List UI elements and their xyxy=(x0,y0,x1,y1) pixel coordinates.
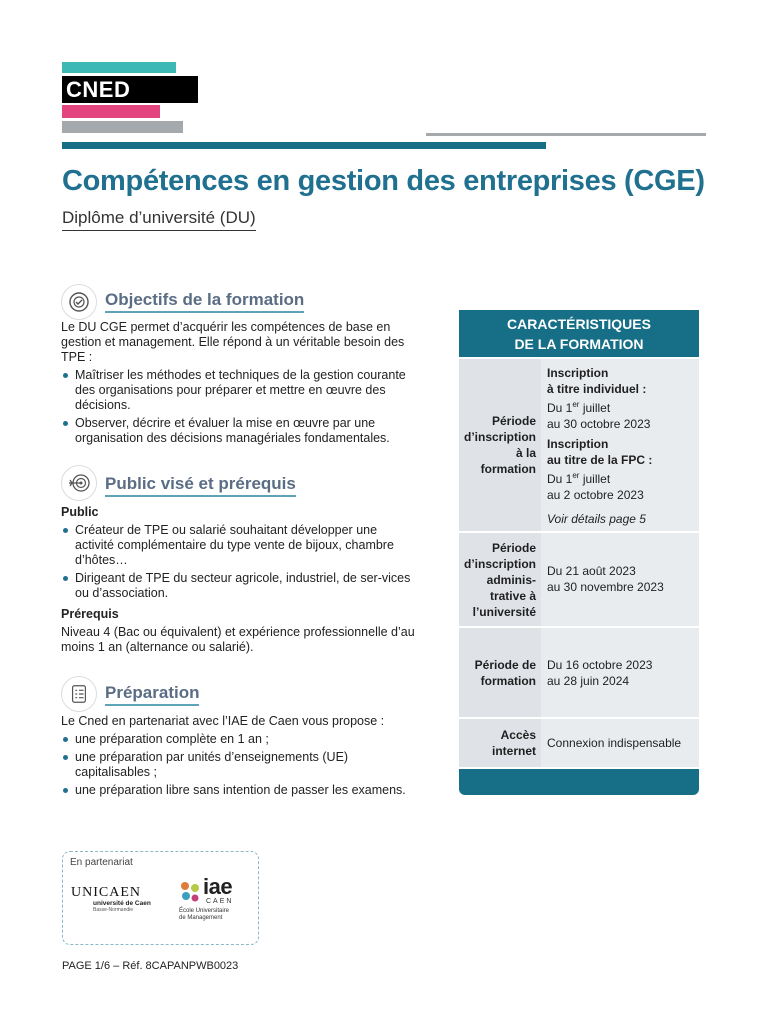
unicaen-sub1: université de Caen xyxy=(93,900,151,907)
cned-logo xyxy=(62,76,198,103)
fpc-sup: er xyxy=(572,471,580,480)
internet-value: Connexion indispensable xyxy=(547,736,682,750)
brand-bar-teal xyxy=(62,62,176,73)
ind-sup: er xyxy=(572,400,580,409)
fpc-du: Du 1 xyxy=(547,472,573,486)
public-heading: Public visé et prérequis xyxy=(105,474,296,497)
fpc-to: au 2 octobre 2023 xyxy=(547,488,644,502)
fpc-from xyxy=(547,468,699,487)
iae-city: CAEN xyxy=(206,898,234,905)
objectifs-list xyxy=(61,368,416,446)
unicaen-sub2: Basse-Normandie xyxy=(93,907,134,913)
divider-gray xyxy=(426,133,706,136)
list-item: Observer, décrire et évaluer la mise en œuvre par une organisation des décisions managériales fondamentales. xyxy=(61,416,416,446)
unicaen-logo xyxy=(71,885,171,913)
table-row xyxy=(459,531,699,626)
checklist-icon xyxy=(61,676,97,712)
public-list xyxy=(61,523,416,601)
brand-bar-pink xyxy=(62,105,160,118)
preparation-body xyxy=(61,714,416,798)
target-check-icon xyxy=(61,284,97,320)
list-item: une préparation complète en 1 an ; xyxy=(61,732,416,747)
row-value xyxy=(541,533,699,626)
preparation-intro: Le Cned en partenariat avec l’IAE de Caen vous propose : xyxy=(61,714,385,728)
partners-label: En partenariat xyxy=(70,857,133,868)
prereq-label: Prérequis xyxy=(61,607,119,621)
table-heading xyxy=(459,310,699,357)
fpc-month: juillet xyxy=(579,472,611,486)
iae-sub2: de Management xyxy=(179,915,223,921)
public-body xyxy=(61,505,416,655)
list-item: une préparation libre sans intention de passer les examens. xyxy=(61,783,416,798)
list-item: Créateur de TPE ou salarié souhaitant développer une activité complémentaire du type vente de bijoux, chambre d’hôtes… xyxy=(61,523,416,568)
objectifs-heading: Objectifs de la formation xyxy=(105,290,304,313)
public-label: Public xyxy=(61,505,99,519)
objectifs-body xyxy=(61,320,416,446)
unicaen-main: UNICAEN xyxy=(71,885,141,900)
table-heading-line2: DE LA FORMATION xyxy=(514,335,644,352)
prereq-text: Niveau 4 (Bac ou équivalent) et expérience professionnelle d’au moins 1 an (alternance ou salarié). xyxy=(61,625,415,654)
fpc-title1: Inscription xyxy=(547,437,609,451)
formation-to: au 28 juin 2024 xyxy=(547,673,630,688)
partners-box xyxy=(62,851,259,945)
brand-bar-gray xyxy=(62,121,183,133)
logo-text: CNED xyxy=(66,77,131,102)
row-label: Période d’inscription adminis-trative à l’université xyxy=(459,533,541,626)
admin-from: Du 21 août 2023 xyxy=(547,564,636,578)
divider-navy xyxy=(62,142,546,149)
page-subtitle: Diplôme d’université (DU) xyxy=(62,208,256,231)
row-value xyxy=(541,719,699,767)
row-value xyxy=(541,628,699,717)
admin-to: au 30 novembre 2023 xyxy=(547,580,664,594)
ind-title1: Inscription xyxy=(547,366,609,380)
row-value xyxy=(541,359,699,531)
fpc-title2: au titre de la FPC : xyxy=(547,453,653,467)
formation-from: Du 16 octobre 2023 xyxy=(547,657,653,672)
iae-main: iae xyxy=(203,874,233,899)
table-row xyxy=(459,717,699,767)
iae-sub1: École Universitaire xyxy=(179,908,230,914)
table-row xyxy=(459,626,699,717)
list-item: une préparation par unités d’enseignements (UE) capitalisables ; xyxy=(61,750,416,780)
ind-to: au 30 octobre 2023 xyxy=(547,417,651,431)
preparation-list xyxy=(61,732,416,798)
list-item: Dirigeant de TPE du secteur agricole, industriel, de ser-vices ou d’association. xyxy=(61,571,416,601)
ind-du: Du 1 xyxy=(547,401,573,415)
table-footer xyxy=(459,767,699,795)
characteristics-table xyxy=(459,310,699,795)
preparation-heading: Préparation xyxy=(105,683,199,706)
table-row xyxy=(459,357,699,531)
list-item: Maîtriser les méthodes et techniques de la gestion courante des organisations pour préparer et mettre en œuvre des décisions. xyxy=(61,368,416,413)
objectifs-intro: Le DU CGE permet d’acquérir les compétences de base en gestion et management. Elle répond à un véritable besoin des TPE : xyxy=(61,320,405,364)
row-label: Période d’inscription à la formation xyxy=(459,359,541,531)
ind-from xyxy=(547,397,699,416)
iae-emblem-icon xyxy=(179,880,201,904)
ind-title2: à titre individuel : xyxy=(547,382,647,396)
page-title: Compétences en gestion des entreprises (CGE) xyxy=(62,165,705,197)
page-footer: PAGE 1/6 – Réf. 8CAPANPWB0023 xyxy=(62,960,239,972)
row-label: Accès internet xyxy=(459,719,541,767)
ind-month: juillet xyxy=(579,401,611,415)
target-arrow-icon xyxy=(61,465,97,501)
table-heading-line1: CARACTÉRISTIQUES xyxy=(507,315,651,332)
details-link[interactable]: Voir détails page 5 xyxy=(547,512,646,526)
row-label: Période de formation xyxy=(459,628,541,717)
